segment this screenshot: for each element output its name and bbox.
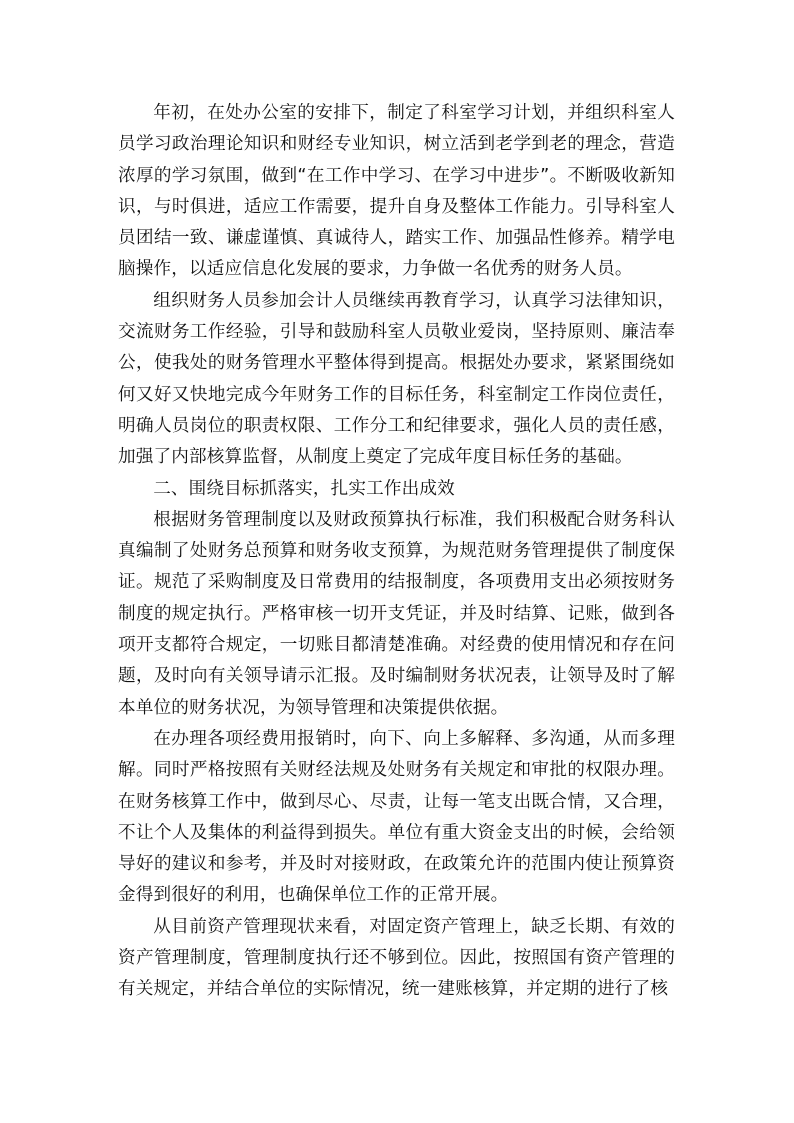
section-heading-goals: 二、围绕目标抓落实，扎实工作出成效 xyxy=(153,478,455,499)
paragraph-budget: 根据财务管理制度以及财政预算执行标准，我们积极配合财务科认真编制了处财务总预算和财务收支预算，为规范财务管理提供了制度保证。规范了采购制度及日常费用的结报制度，各项费用支出必须按财务制度的规定执行。严格审核一切开支凭证，并及时结算、记账，做到各项开支都符合规定，一切账目都清楚准确。对经费的使用情况和存在问题，及时向有关领导请示汇报。及时编制财务状况表，让领导及时了解本单位的财务状况，为领导管理和决策提供依据。 xyxy=(118,509,675,718)
paragraph-study-plan: 年初，在处办公室的安排下，制定了科室学习计划，并组织科室人员学习政治理论知识和财经专业知识，树立活到老学到老的理念，营造浓厚的学习氛围，做到“在工作中学习、在学习中进步”。不断吸收新知识，与时俱进，适应工作需要，提升自身及整体工作能力。引导科室人员团结一致、谦虚谨慎、真诚待人，踏实工作、加强品性修养。精学电脑操作，以适应信息化发展的要求，力争做一名优秀的财务人员。 xyxy=(118,103,675,280)
document-body xyxy=(118,98,675,1006)
paragraph-reimbursement: 在办理各项经费用报销时，向下、向上多解释、多沟通，从而多理解。同时严格按照有关财经法规及处财务有关规定和审批的权限办理。在财务核算工作中，做到尽心、尽责，让每一笔支出既合情，又合理，不让个人及集体的利益得到损失。单位有重大资金支出的时候，会给领导好的建议和参考，并及时对接财政，在政策允许的范围内使让预算资金得到很好的利用，也确保单位工作的正常开展。 xyxy=(118,728,675,906)
paragraph-asset-management: 从目前资产管理现状来看，对固定资产管理上，缺乏长期、有效的资产管理制度，管理制度执行还不够到位。因此，按照国有资产管理的有关规定，并结合单位的实际情况，统一建账核算，并定期的进行了核 xyxy=(118,916,675,1000)
paragraph-continuing-education: 组织财务人员参加会计人员继续再教育学习，认真学习法律知识，交流财务工作经验，引导和鼓励科室人员敬业爱岗，坚持原则、廉洁奉公，使我处的财务管理水平整体得到提高。根据处办要求，紧紧围绕如何又好又快地完成今年财务工作的目标任务，科室制定工作岗位责任，明确人员岗位的职责权限、工作分工和纪律要求，强化人员的责任感，加强了内部核算监督，从制度上奠定了完成年度目标任务的基础。 xyxy=(118,290,675,468)
